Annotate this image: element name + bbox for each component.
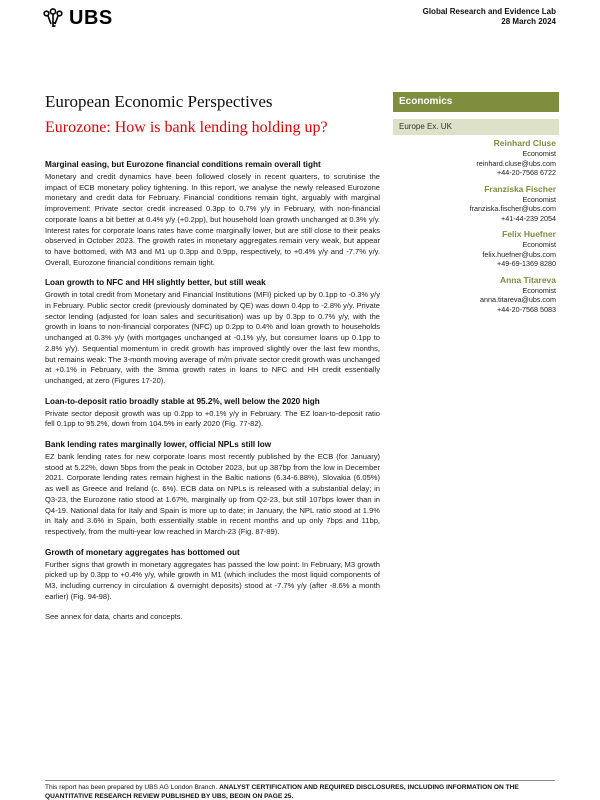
report-title: Eurozone: How is bank lending holding up? (45, 119, 328, 136)
annex-note: See annex for data, charts and concepts. (45, 611, 183, 621)
section-heading: Bank lending rates marginally lower, official NPLs still low (45, 440, 272, 450)
region-label: Europe Ex. UK (393, 119, 559, 135)
analyst-phone: +44-20-7568 5083 (497, 304, 556, 314)
ubs-logo (42, 6, 162, 30)
analyst-role: Economist (522, 149, 556, 158)
section-heading: Marginal easing, but Eurozone financial conditions remain overall tight (45, 160, 321, 169)
report-section (45, 547, 380, 603)
report-section (45, 396, 380, 430)
report-section (45, 439, 380, 538)
analyst-email[interactable]: anna.titareva@ubs.com (479, 295, 556, 304)
title-block (45, 92, 385, 137)
analyst-role: Economist (522, 285, 556, 295)
section-heading: Growth of monetary aggregates has bottomed out (45, 547, 240, 557)
section-text: Monetary and credit dynamics have been followed closely in recent quarters, to scrutinise the impact of ECB monetary policy tightening. In this report, we analyse the newly released Eurozone monetary and credit data for February. Financial conditions remain tight, arguably with marginal improvement: Private sector credit increased 0.3pp to 0.7% y/y in February, with non-financial corporate loans a bit better at 0.4% y/y (+0.2pp), but household loan growth unchanged at 0.3% y/y. Interest rates for corporate loans rates have come marginally lower, but are still close to their peaks observed in October 2023. The growth rates in monetary aggregates remain very weak, but appear to have bottomed, with M3 and M1 up 0.3pp and 0.9pp, respectively, to +0.4% y/y and -7.7% y/y. Overall, Eurozone financial conditions remain tight. (45, 172, 380, 267)
report-body (45, 159, 380, 622)
analyst-name: Felix Huefner (502, 229, 556, 239)
section-text: Growth in total credit from Monetary and Financial Institutions (MFI) picked up by 0.1pp to -0.3% y/y in February. Public sector credit (previously dominated by QE) was down 0.4pp to -2.8% y/y. Private sector lending (adjusted for loan sales and securitisation) was up by 0.3pp to 0.7% y/y, with the growth in loans to non-financial corporates (NFC) up 0.2pp to 0.4% and loan growth to households unchanged at 0.3% y/y (with mortgages unchanged at -0.1% y/y, but consumer loans up 0.1pp to 2.8% y/y). Sequential momentum in credit growth has improved slightly over the last few months, but remains weak: The 3-month moving average of m/m private sector credit growth was unchanged at +0.1% in February, with the 3mma growth rates in loans to NFC and HH credit essentially unchanged, at zero (Figures 17-20). (45, 290, 380, 385)
analyst-email[interactable]: reinhard.cluse@ubs.com (476, 158, 556, 168)
report-section (45, 277, 380, 386)
analyst-name: Reinhard Cluse (493, 138, 556, 148)
analyst-card (386, 229, 556, 269)
brand-name: UBS (69, 6, 113, 29)
footer-disclosure[interactable]: ANALYST CERTIFICATION AND REQUIRED DISCLOSURES, INCLUDING INFORMATION ON THE QUANTITATIVE RESEARCH REVIEW PUBLISHED BY UBS, BEGIN ON PAGE 25. (45, 784, 519, 800)
section-text: Further signs that growth in monetary aggregates has passed the low point: In February, M3 growth picked up by 0.3pp to +0.4% y/y, while growth in M1 (which includes the most liquid components of M3, including currency in circulation & overnight deposits) stood at -7.7% y/y (after -8.6% a month earlier) (Fig. 94-98). (45, 559, 380, 601)
analyst-card (386, 138, 556, 178)
report-section (45, 159, 380, 268)
analyst-role: Economist (522, 240, 556, 249)
department-label: Global Research and Evidence Lab (422, 7, 556, 16)
analyst-phone: +41-44-239 2054 (501, 213, 556, 223)
section-heading: Loan-to-deposit ratio broadly stable at 95.2%, well below the 2020 high (45, 396, 320, 406)
analyst-name: Franziska Fischer (484, 183, 556, 194)
report-date: 28 March 2024 (501, 17, 556, 26)
footer-prefix: This report has been prepared by UBS AG London Branch. (45, 784, 218, 791)
series-title: European Economic Perspectives (45, 92, 273, 111)
section-heading: Loan growth to NFC and HH slightly better, but still weak (45, 278, 266, 288)
analyst-role: Economist (522, 194, 556, 204)
analyst-phone: +49-69-1369 8280 (497, 259, 556, 268)
sidebar (393, 92, 559, 135)
footer-divider (45, 780, 555, 781)
analyst-name: Anna Titareva (499, 274, 556, 285)
analyst-phone: +44-20-7568 6722 (497, 168, 556, 177)
analyst-card (386, 275, 556, 315)
header-meta (423, 7, 556, 27)
analyst-list (386, 138, 556, 320)
section-text: EZ bank lending rates for new corporate loans most recently published by the ECB (for January) stood at 5.22%, down 5bps from the peak in October 2023, but up 387bp from the low in December 2021. Corporate lending rates remain highest in the Baltic nations (6.34-6.88%), Slovakia (6.05%) as well as Greece and Ireland (c. 6%). ECB data on NPLs is released with a substantial delay; in Q3-23, the Eurozone ratio stood at 1.67%, marginally up from Q2-23, but still 107bps lower than in Q4-19. National data for Italy and Spain is more up to date; in January, the NPL ratio stood at 1.9% in Italy and 3.6% in Spain, both essentially stable in recent months and up only 7bps and 11bp, respectively, from the multi-year low reached in March-23 (Fig. 87-89). (45, 452, 380, 536)
section-text: Private sector deposit growth was up 0.2pp to +0.1% y/y in February. The EZ loan-to-deposit ratio fell 0.1pp to 95.2%, down from 104.5% in early 2020 (Fig. 77-82). (45, 408, 380, 429)
analyst-card (386, 184, 556, 224)
analyst-email[interactable]: franziska.fischer@ubs.com (469, 204, 556, 213)
analyst-email[interactable]: felix.huefner@ubs.com (482, 249, 556, 259)
keys-icon (42, 7, 64, 29)
footer-disclaimer (45, 783, 560, 800)
sector-label: Economics (393, 92, 559, 112)
